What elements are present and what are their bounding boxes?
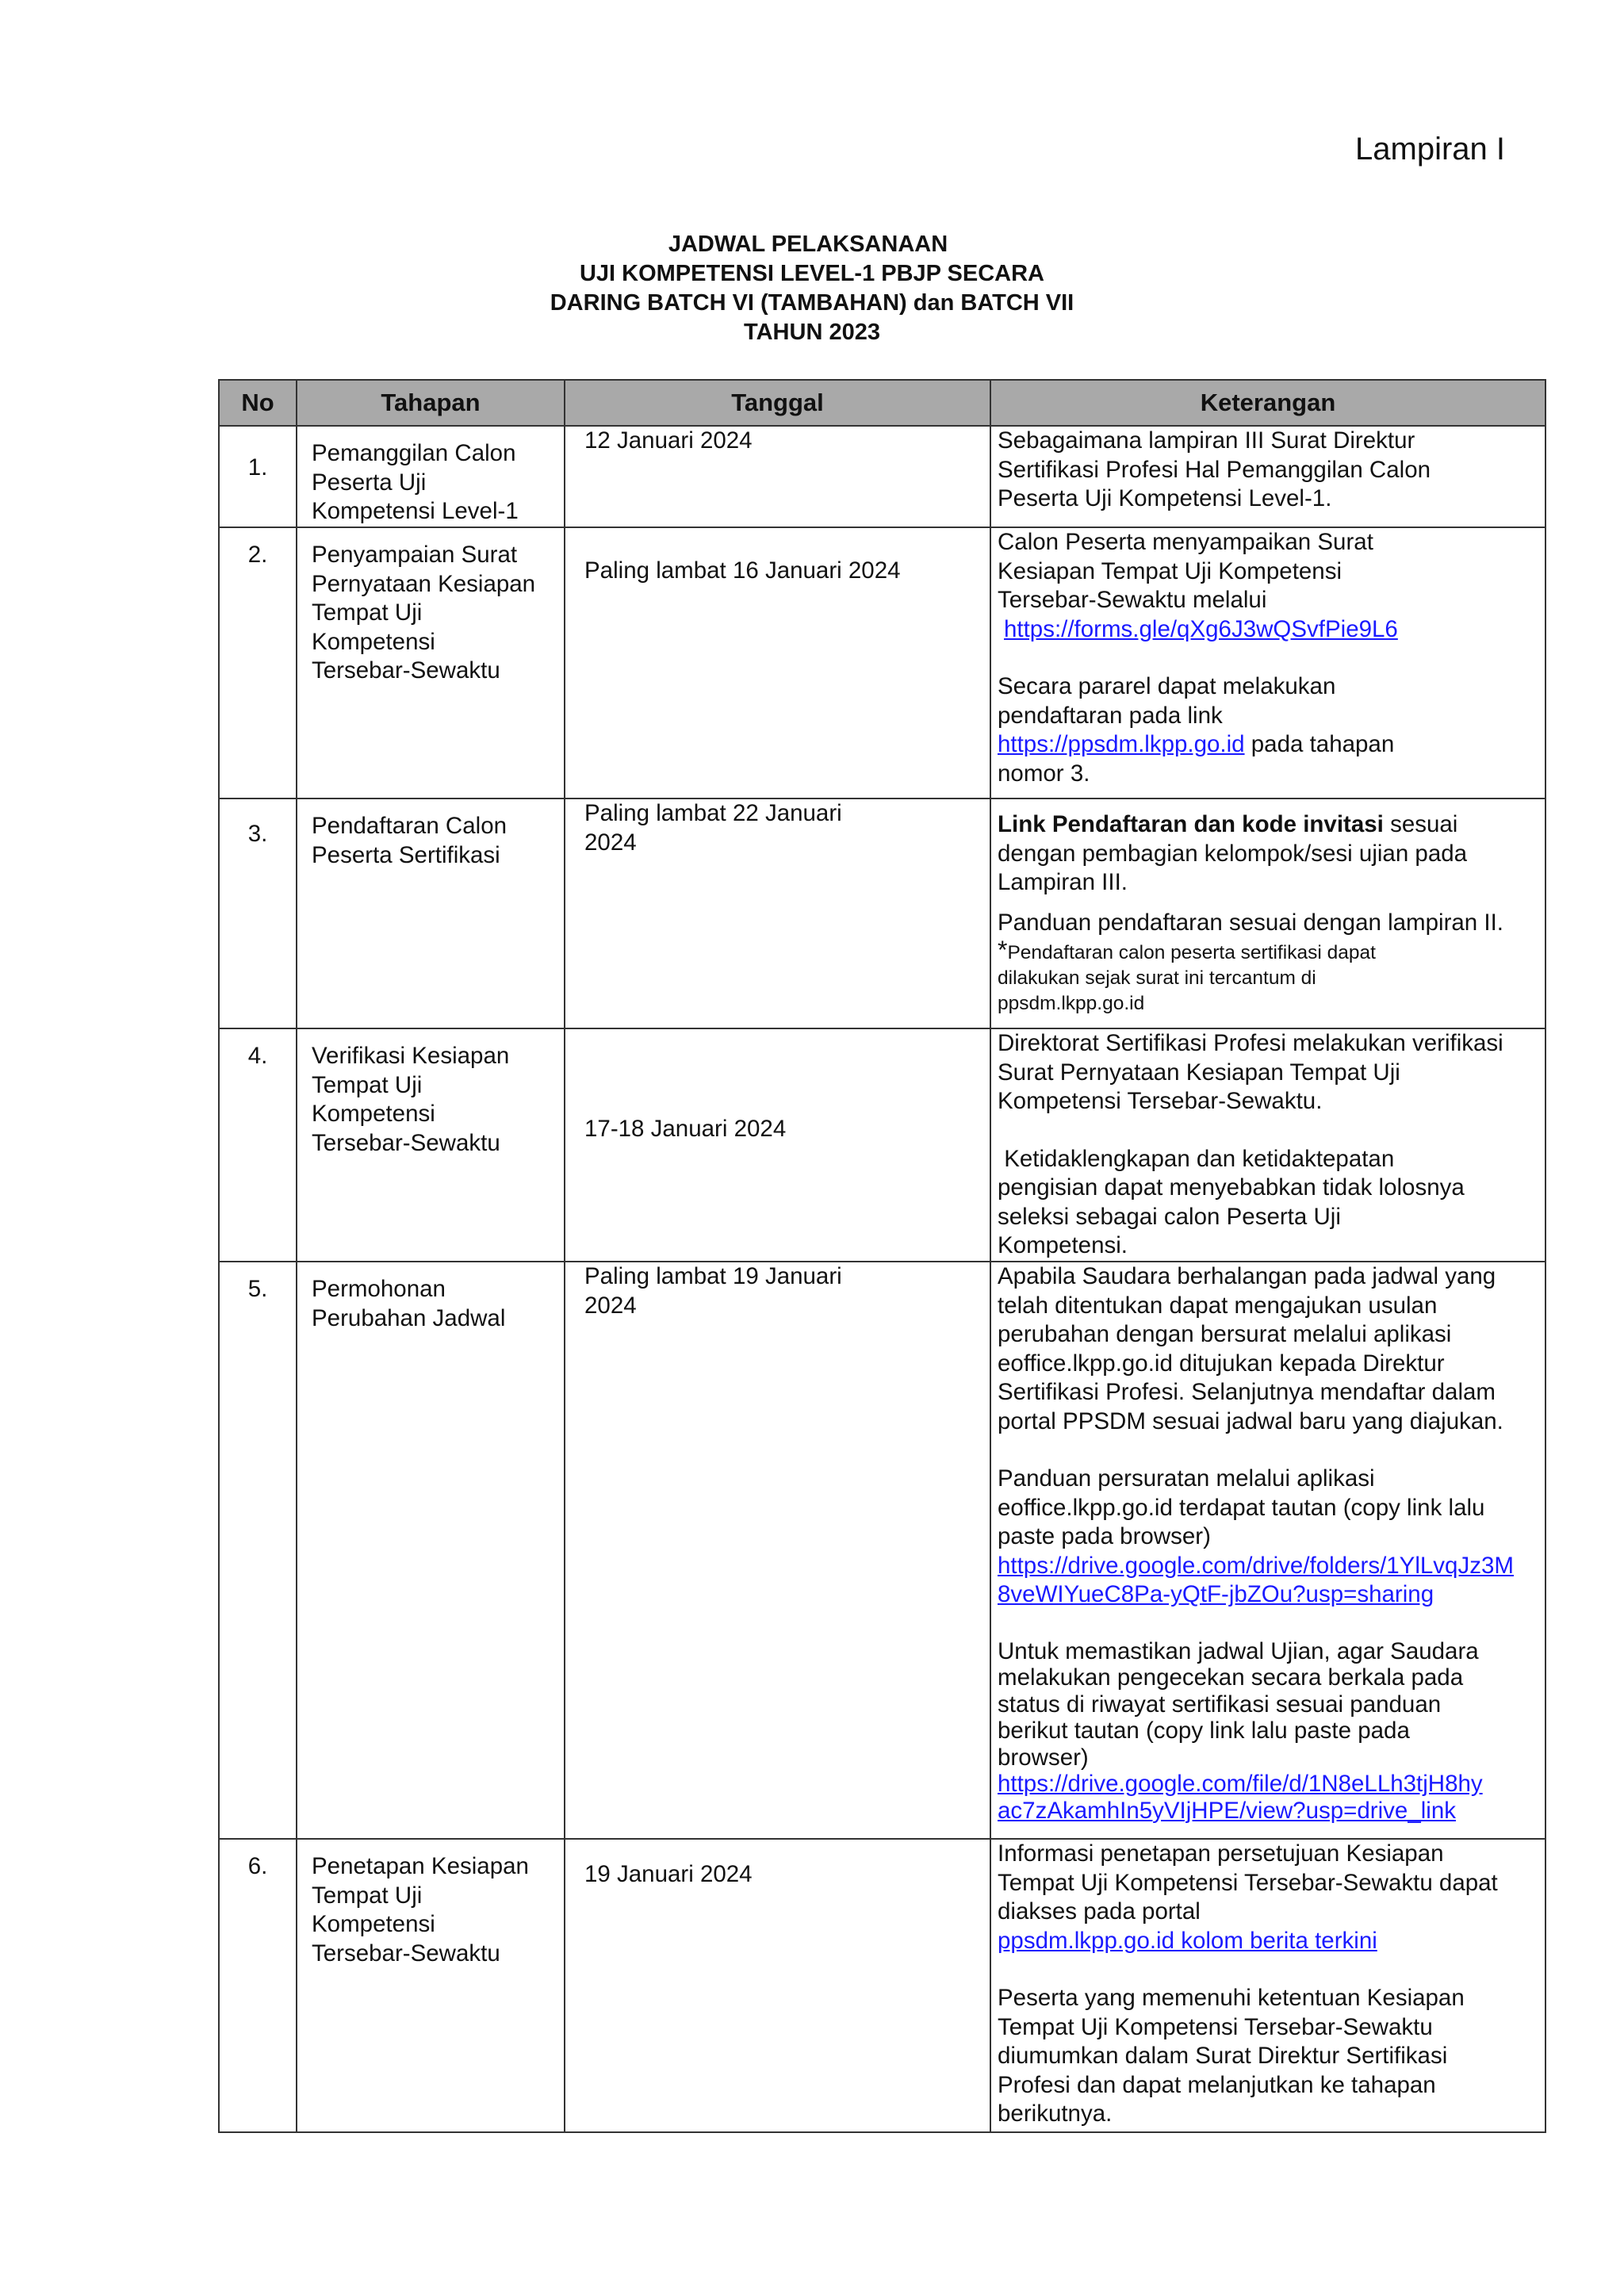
tanggal-cell: Paling lambat 19 Januari 2024 — [565, 1262, 990, 1839]
attachment-label: Lampiran I — [1355, 132, 1505, 167]
tahapan-cell: Verifikasi Kesiapan Tempat Uji Kompetensi Tersebar-Sewaktu — [297, 1028, 565, 1262]
keterangan-cell: Apabila Saudara berhalangan pada jadwal yang telah ditentukan dapat mengajukan usulan perubahan dengan bersurat melalui aplikasi eoffice.lkpp.go.id ditujukan kepada Direktur Sertifikasi Profesi. Selanjutnya mendaftar dalam portal PPSDM sesuai jadwal baru yang diajukan. Panduan persuratan melalui aplikasi eoffice.lkpp.go.id terdapat tautan (copy link lalu paste pada browser) https://drive.google.com/drive/folders/1YlLvqJz3M 8veWIYueC8Pa-yQtF-jbZOu?usp=sharing Untuk memastikan jadwal Ujian, agar Saudara melakukan pengecekan secara berkala pada status di riwayat sertifikasi sesuai panduan berikut tautan (copy link lalu paste pada browser) https://drive.google.com/file/d/1N8eLLh3tjH8hy ac7zAkamhIn5yVIjHPE/view?usp=drive_link — [990, 1262, 1545, 1839]
table-row — [219, 426, 1545, 527]
column-header-tahapan: Tahapan — [297, 380, 565, 426]
table-header-row — [219, 380, 1545, 426]
tanggal-cell: Paling lambat 22 Januari 2024 — [565, 798, 990, 1028]
title-line: UJI KOMPETENSI LEVEL-1 PBJP SECARA — [579, 261, 1045, 286]
tanggal-cell: 12 Januari 2024 — [565, 426, 990, 527]
row-number: 2. — [219, 527, 297, 798]
tahapan-cell: Pemanggilan Calon Peserta Uji Kompetensi Level-1 — [297, 426, 565, 527]
row-number: 5. — [219, 1262, 297, 1839]
title-line: JADWAL PELAKSANAAN — [668, 232, 948, 257]
title-line: TAHUN 2023 — [744, 320, 880, 345]
column-header-no: No — [219, 380, 297, 426]
schedule-table — [218, 379, 1546, 2133]
drive-file-link-cont[interactable]: ac7zAkamhIn5yVIjHPE/view?usp=drive_link — [998, 1797, 1456, 1824]
table-row — [219, 1028, 1545, 1262]
tanggal-cell: Paling lambat 16 Januari 2024 — [565, 527, 990, 798]
row-number: 3. — [219, 798, 297, 1028]
note: *Pendaftaran calon peserta sertifikasi dapat dilakukan sejak surat ini tercantum di ppsdm.lkpp.go.id — [998, 936, 1376, 1014]
column-header-tanggal: Tanggal — [565, 380, 990, 426]
tahapan-cell: Pendaftaran Calon Peserta Sertifikasi — [297, 798, 565, 1028]
title-line: DARING BATCH VI (TAMBAHAN) dan BATCH VII — [550, 290, 1074, 316]
row-number: 4. — [219, 1028, 297, 1262]
document-title — [0, 230, 1624, 347]
drive-folder-link-cont[interactable]: 8veWIYueC8Pa-yQtF-jbZOu?usp=sharing — [998, 1581, 1434, 1607]
keterangan-cell: Calon Peserta menyampaikan Surat Kesiapan Tempat Uji Kompetensi Tersebar-Sewaktu melalui https://forms.gle/qXg6J3wQSvfPie9L6 Secara pararel dapat melakukan pendaftaran pada link https://ppsdm.lkpp.go.id pada tahapan nomor 3. — [990, 527, 1545, 798]
keterangan-cell: Sebagaimana lampiran III Surat Direktur Sertifikasi Profesi Hal Pemanggilan Calon Peserta Uji Kompetensi Level-1. — [990, 426, 1545, 527]
forms-link[interactable]: https://forms.gle/qXg6J3wQSvfPie9L6 — [1004, 615, 1398, 642]
row-number: 6. — [219, 1839, 297, 2132]
tanggal-cell: 19 Januari 2024 — [565, 1839, 990, 2132]
tahapan-cell: Penyampaian Surat Pernyataan Kesiapan Tempat Uji Kompetensi Tersebar-Sewaktu — [297, 527, 565, 798]
tahapan-cell: Penetapan Kesiapan Tempat Uji Kompetensi Tersebar-Sewaktu — [297, 1839, 565, 2132]
ppsdm-link[interactable]: https://ppsdm.lkpp.go.id — [998, 731, 1245, 757]
table-row — [219, 1262, 1545, 1839]
ppsdm-news-link[interactable]: ppsdm.lkpp.go.id kolom berita terkini — [998, 1927, 1377, 1954]
drive-folder-link[interactable]: https://drive.google.com/drive/folders/1YlLvqJz3M — [998, 1552, 1514, 1579]
row-number: 1. — [219, 426, 297, 527]
tahapan-cell: Permohonan Perubahan Jadwal — [297, 1262, 565, 1839]
keterangan-cell: Link Pendaftaran dan kode invitasi sesuai dengan pembagian kelompok/sesi ujian pada Lampiran III. Panduan pendaftaran sesuai dengan lampiran II. *Pendaftaran calon peserta sertifikasi dapat dilakukan sejak surat ini tercantum di ppsdm.lkpp.go.id — [990, 798, 1545, 1028]
column-header-keterangan: Keterangan — [990, 380, 1545, 426]
table-row — [219, 527, 1545, 798]
table-row — [219, 1839, 1545, 2132]
drive-file-link[interactable]: https://drive.google.com/file/d/1N8eLLh3tjH8hy — [998, 1771, 1483, 1797]
keterangan-cell: Direktorat Sertifikasi Profesi melakukan verifikasi Surat Pernyataan Kesiapan Tempat Uji Kompetensi Tersebar-Sewaktu. Ketidaklengkapan dan ketidaktepatan pengisian dapat menyebabkan tidak lolosnya seleksi sebagai calon Peserta Uji Kompetensi. — [990, 1028, 1545, 1262]
keterangan-cell: Informasi penetapan persetujuan Kesiapan Tempat Uji Kompetensi Tersebar-Sewaktu dapat diakses pada portal ppsdm.lkpp.go.id kolom berita terkini Peserta yang memenuhi ketentuan Kesiapan Tempat Uji Kompetensi Tersebar-Sewaktu diumumkan dalam Surat Direktur Sertifikasi Profesi dan dapat melanjutkan ke tahapan berikutnya. — [990, 1839, 1545, 2132]
table-row — [219, 798, 1545, 1028]
tanggal-cell: 17-18 Januari 2024 — [565, 1028, 990, 1262]
